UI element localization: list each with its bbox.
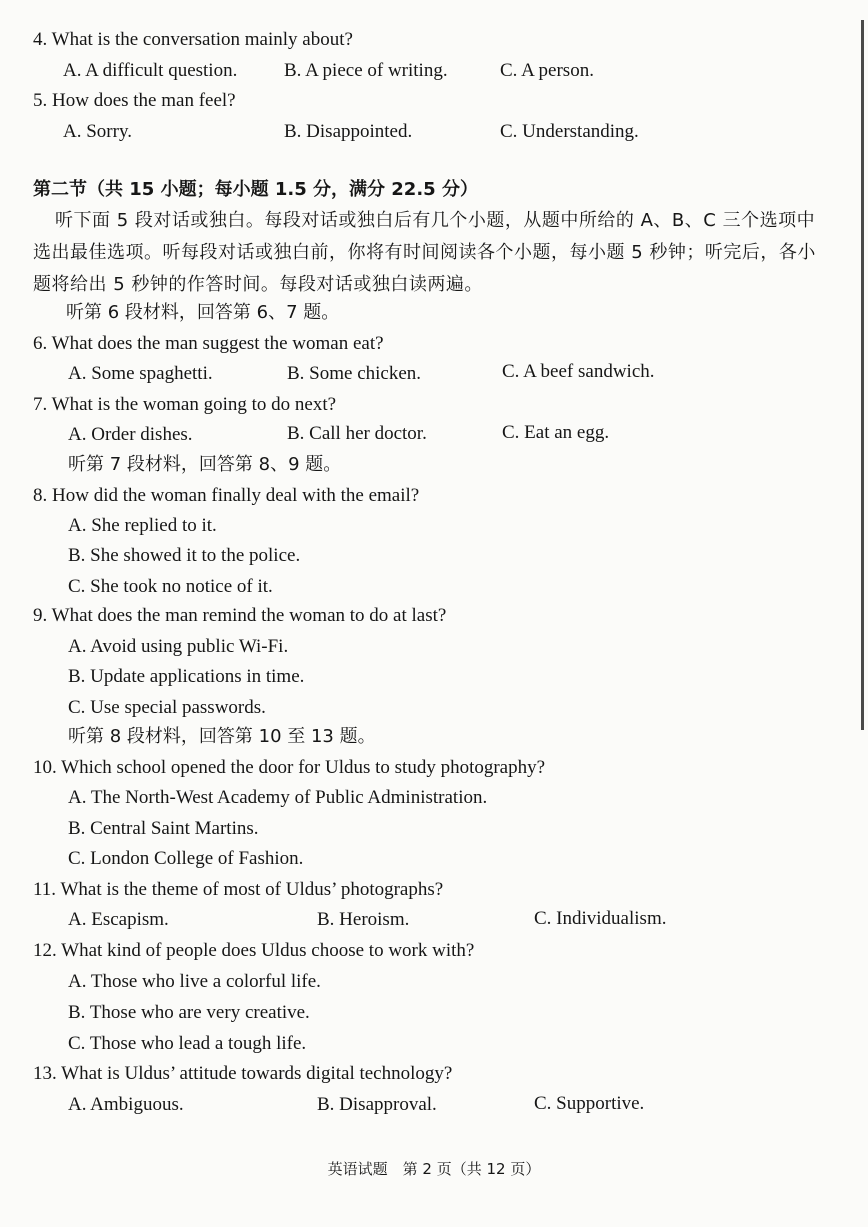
question-11-option-a: A. Escapism. [68, 909, 169, 930]
question-5-stem: 5. How does the man feel? [33, 90, 236, 111]
question-11-option-c: C. Individualism. [534, 908, 667, 929]
question-12-option-a: A. Those who live a colorful life. [68, 971, 321, 992]
question-11-stem: 11. What is the theme of most of Uldus’ photographs? [33, 879, 444, 900]
question-5-option-a: A. Sorry. [63, 121, 132, 142]
question-7-option-b: B. Call her doctor. [287, 423, 427, 444]
listening-note-7: 听第 7 段材料，回答第 8、9 题。 [68, 454, 342, 475]
question-5-option-b: B. Disappointed. [284, 121, 413, 142]
question-7-option-a: A. Order dishes. [68, 424, 193, 445]
question-10-stem: 10. Which school opened the door for Uldus to study photography? [33, 757, 546, 778]
question-13-option-c: C. Supportive. [534, 1093, 645, 1114]
question-10-option-b: B. Central Saint Martins. [68, 818, 259, 839]
question-10-option-c: C. London College of Fashion. [68, 848, 304, 869]
question-8-option-c: C. She took no notice of it. [68, 576, 273, 597]
question-4-option-a: A. A difficult question. [63, 60, 238, 81]
question-8-option-a: A. She replied to it. [68, 515, 217, 536]
question-4-option-c: C. A person. [500, 60, 594, 81]
question-12-stem: 12. What kind of people does Uldus choose to work with? [33, 940, 475, 961]
scan-edge-line [861, 20, 864, 730]
question-6-option-a: A. Some spaghetti. [68, 363, 213, 384]
section-title: 第二节（共 15 小题；每小题 1.5 分，满分 22.5 分） [33, 179, 478, 200]
question-9-option-c: C. Use special passwords. [68, 697, 266, 718]
question-13-stem: 13. What is Uldus’ attitude towards digital technology? [33, 1063, 453, 1084]
question-6-stem: 6. What does the man suggest the woman eat? [33, 333, 384, 354]
question-12-option-b: B. Those who are very creative. [68, 1002, 310, 1023]
question-9-option-b: B. Update applications in time. [68, 666, 305, 687]
listening-note-8: 听第 8 段材料，回答第 10 至 13 题。 [68, 726, 376, 747]
listening-note-6: 听第 6 段材料，回答第 6、7 题。 [66, 302, 340, 323]
question-9-option-a: A. Avoid using public Wi-Fi. [68, 636, 289, 657]
question-4-option-b: B. A piece of writing. [284, 60, 448, 81]
question-5-option-c: C. Understanding. [500, 121, 639, 142]
question-7-stem: 7. What is the woman going to do next? [33, 394, 337, 415]
question-7-option-c: C. Eat an egg. [502, 422, 610, 443]
section-instructions: 听下面 5 段对话或独白。每段对话或独白后有几个小题，从题中所给的 A、B、C 三个选项中选出最佳选项。听每段对话或独白前，你将有时间阅读各个小题，每小题 5 秒钟；听完后，各小题将给出 5 秒钟的作答时间。每段对话或独白读两遍。 [33, 210, 816, 295]
question-4-stem: 4. What is the conversation mainly about? [33, 29, 353, 50]
question-8-stem: 8. How did the woman finally deal with the email? [33, 485, 420, 506]
question-11-option-b: B. Heroism. [317, 909, 410, 930]
question-12-option-c: C. Those who lead a tough life. [68, 1033, 307, 1054]
question-6-option-c: C. A beef sandwich. [502, 361, 655, 382]
question-13-option-b: B. Disapproval. [317, 1094, 437, 1115]
question-9-stem: 9. What does the man remind the woman to do at last? [33, 605, 447, 626]
page-footer: 英语试题 第 2 页（共 12 页） [327, 1160, 541, 1178]
question-6-option-b: B. Some chicken. [287, 363, 422, 384]
question-8-option-b: B. She showed it to the police. [68, 545, 301, 566]
question-10-option-a: A. The North-West Academy of Public Administration. [68, 787, 488, 808]
question-13-option-a: A. Ambiguous. [68, 1094, 184, 1115]
